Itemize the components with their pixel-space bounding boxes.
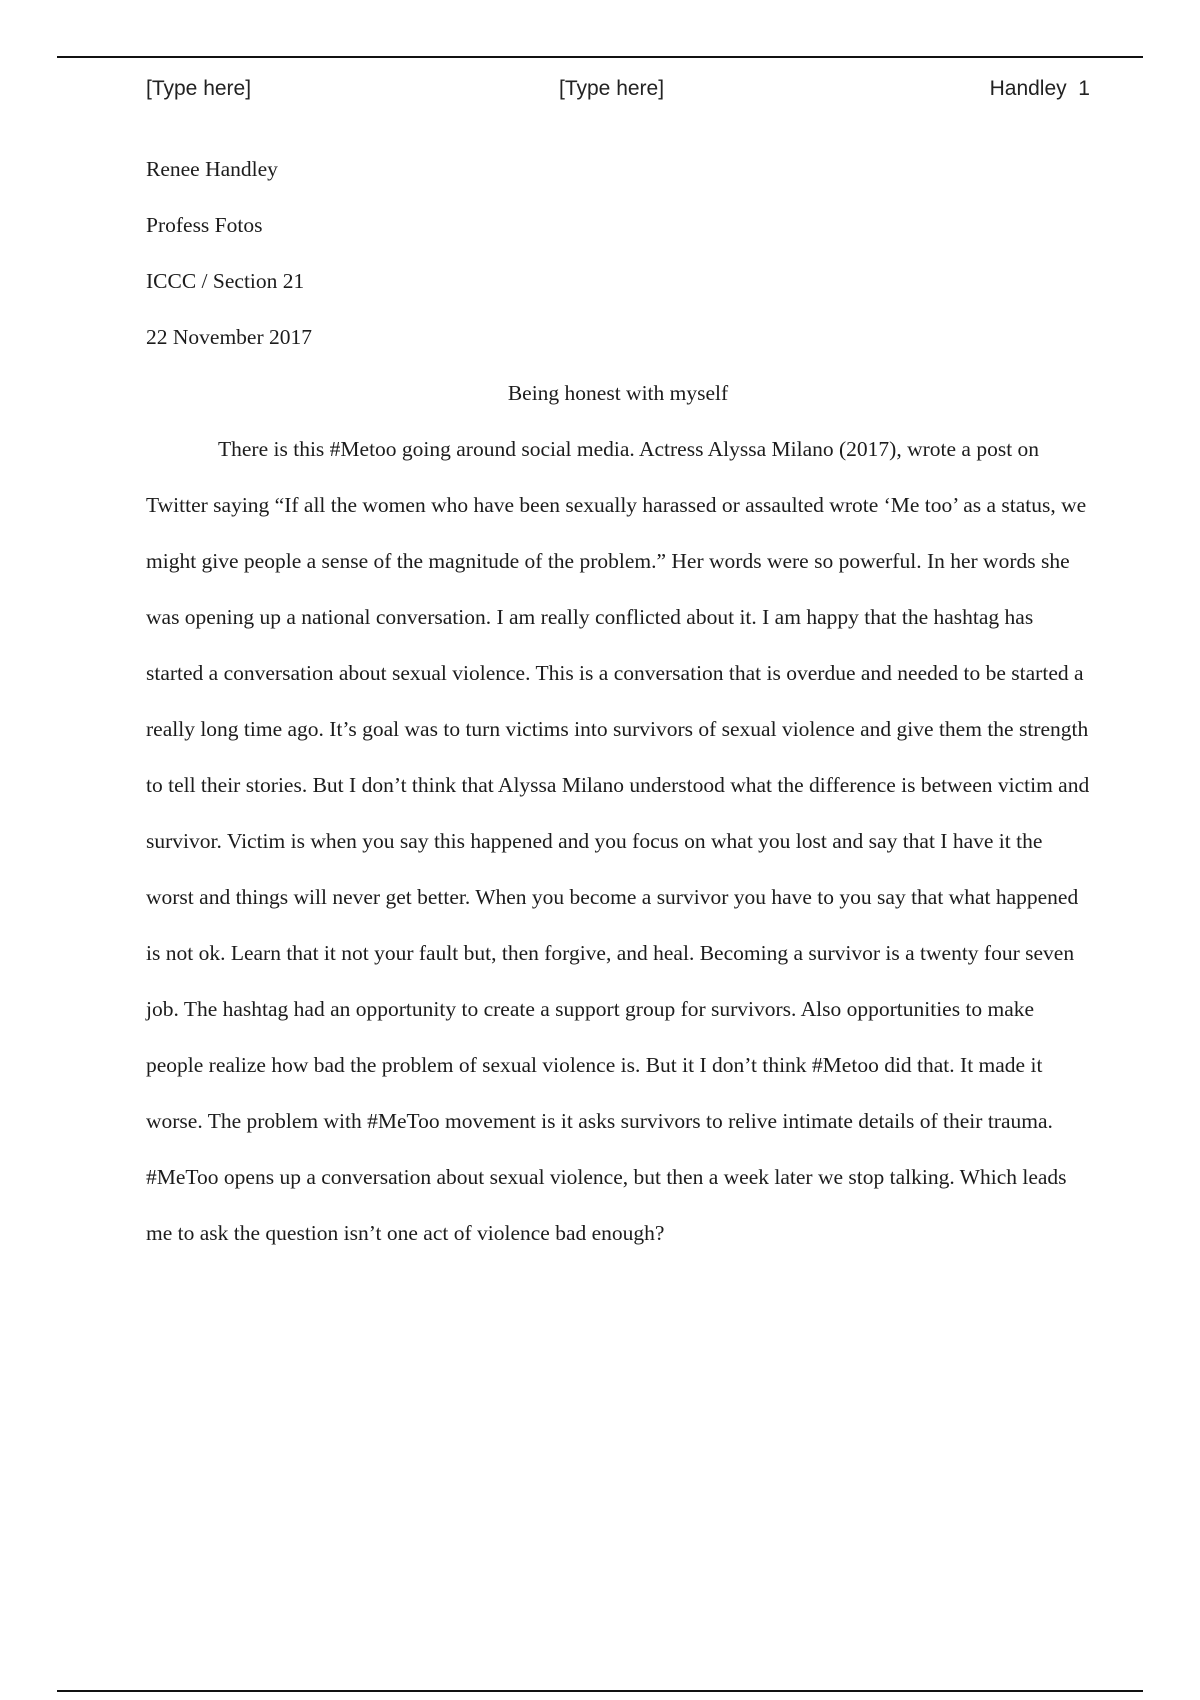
body-paragraph: There is this #Metoo going around social media. Actress Alyssa Milano (2017), wrote a post on Twitter saying “If all the women who have been sexually harassed or assaulted wrote ‘Me too’ as a status, we might give people a sense of the magnitude of the problem.” Her words were so powerful. In her words she was opening up a national conversation. I am really conflicted about it. I am happy that the hashtag has started a conversation about sexual violence. This is a conversation that is overdue and needed to be started a really long time ago. It’s goal was to turn victims into survivors of sexual violence and give them the strength to tell their stories. But I don’t think that Alyssa Milano understood what the difference is between victim and survivor. Victim is when you say this happened and you focus on what you lost and say that I have it the worst and things will never get better. When you become a survivor you have to you say that what happened is not ok. Learn that it not your fault but, then forgive, and heal. Becoming a survivor is a twenty four seven job. The hashtag had an opportunity to create a support group for survivors. Also opportunities to make people realize how bad the problem of sexual violence is. But it I don’t think #Metoo did that. It made it worse. The problem with #MeToo movement is it asks survivors to relive intimate details of their trauma. #MeToo opens up a conversation about sexual violence, but then a week later we stop talking. Which leads me to ask the question isn’t one act of violence bad enough?: [146, 437, 1090, 1245]
essay-title: Being honest with myself: [507, 381, 729, 405]
header-page-number: Handley 1: [989, 77, 1090, 100]
page-bottom-border: [57, 1690, 1143, 1692]
header-left-placeholder: [Type here]: [146, 77, 252, 100]
header-center-placeholder: [Type here]: [559, 77, 665, 100]
document-body: [146, 141, 1090, 1261]
author-name: Renee Handley: [146, 157, 278, 181]
course-section: ICCC / Section 21: [146, 269, 305, 293]
instructor-name: Profess Fotos: [146, 213, 263, 237]
page-top-border: [57, 56, 1143, 58]
page-header: [146, 72, 1090, 106]
document-date: 22 November 2017: [146, 325, 312, 349]
